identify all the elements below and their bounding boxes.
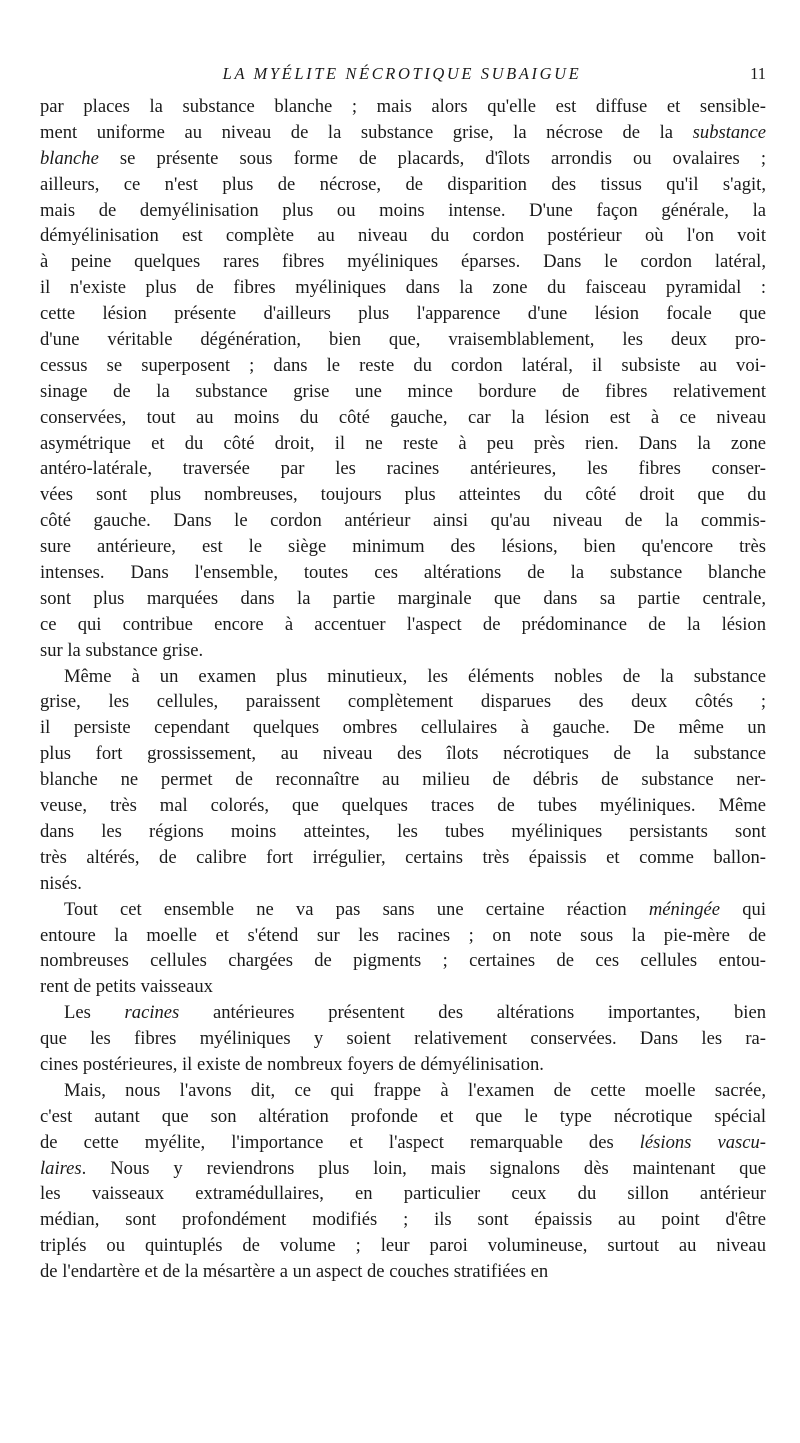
text-line: sinage de la substance grise une mince bordure de fibres relativement (40, 380, 766, 402)
text-line: ailleurs, ce n'est plus de nécrose, de disparition des tissus qu'il s'agit, (40, 173, 766, 195)
text-line: très altérés, de calibre fort irrégulier, certains très épaissis et comme ballon- (40, 846, 766, 868)
text-line: triplés ou quintuplés de volume ; leur paroi volumineuse, surtout au niveau (40, 1235, 766, 1257)
text-line: mais de demyélinisation plus ou moins intense. D'une façon générale, la (40, 199, 766, 221)
text-line: conservées, tout au moins du côté gauche, car la lésion est à ce niveau (40, 406, 766, 428)
italic-phrase: blanche (40, 147, 99, 169)
text-line: nisés. (40, 872, 82, 894)
text-line: cessus se superposent ; dans le reste du cordon latéral, il subsiste au voi- (40, 354, 766, 376)
body-text (40, 94, 766, 1285)
text-line: grise, les cellules, paraissent complètement disparues des deux côtés ; (40, 691, 766, 713)
text-line: ce qui contribue encore à accentuer l'aspect de prédominance de la lésion (40, 613, 766, 635)
text-line: de cette myélite, l'importance et l'aspect remarquable des lésions vascu- (40, 1131, 767, 1153)
text-line: il n'existe plus de fibres myéliniques dans la zone du faisceau pyramidal : (40, 277, 766, 299)
text-line: vées sont plus nombreuses, toujours plus atteintes du côté droit que du (40, 484, 766, 506)
text-line: par places la substance blanche ; mais alors qu'elle est diffuse et sensible- (40, 96, 766, 117)
text-line: Même à un examen plus minutieux, les éléments nobles de la substance (64, 665, 766, 687)
text-line: blanche se présente sous forme de placards, d'îlots arrondis ou ovalaires ; (40, 147, 766, 169)
text-line: sure antérieure, est le siège minimum des lésions, bien qu'encore très (40, 536, 766, 558)
text-line: Mais, nous l'avons dit, ce qui frappe à l'examen de cette moelle sacrée, (64, 1079, 766, 1101)
text-line: laires. Nous y reviendrons plus loin, mais signalons dès maintenant que (40, 1157, 766, 1179)
paragraph (40, 1000, 766, 1078)
paragraph (40, 1078, 766, 1285)
text-line: les vaisseaux extramédullaires, en particulier ceux du sillon antérieur (40, 1183, 766, 1205)
text-line: d'une véritable dégénération, bien que, vraisemblablement, les deux pro- (40, 329, 766, 351)
text-line: à peine quelques rares fibres myéliniques éparses. Dans le cordon latéral, (40, 251, 766, 273)
text-line: médian, sont profondément modifiés ; ils sont épaissis au point d'être (40, 1209, 766, 1231)
page-number: 11 (750, 64, 766, 83)
text-line: intenses. Dans l'ensemble, toutes ces altérations de la substance blanche (40, 562, 766, 584)
text-line: il persiste cependant quelques ombres cellulaires à gauche. De même un (40, 717, 766, 739)
text-line: Tout cet ensemble ne va pas sans une certaine réaction méningée qui (64, 898, 766, 920)
text-line: cette lésion présente d'ailleurs plus l'apparence d'une lésion focale que (40, 303, 766, 325)
paragraph (40, 664, 766, 897)
text-line: de l'endartère et de la mésartère a un aspect de couches stratifiées en (40, 1261, 549, 1283)
page-header (38, 64, 766, 92)
running-title: LA MYÉLITE NÉCROTIQUE SUBAIGUE (222, 64, 582, 83)
text-line: Les racines antérieures présentent des altérations importantes, bien (64, 1002, 766, 1024)
text-line: cines postérieures, il existe de nombreux foyers de démyélinisation. (40, 1053, 544, 1075)
paragraph (40, 94, 766, 664)
text-line: plus fort grossissement, au niveau des îlots nécrotiques de la substance (40, 743, 766, 765)
text-line: antéro-latérale, traversée par les racines antérieures, les fibres conser- (40, 458, 766, 480)
paragraph (40, 897, 766, 1001)
italic-phrase: substance (692, 121, 766, 143)
text-line: sur la substance grise. (40, 639, 204, 661)
italic-phrase: racines (124, 1002, 180, 1024)
italic-phrase: méningée (648, 898, 721, 920)
text-line: entoure la moelle et s'étend sur les racines ; on note sous la pie-mère de (40, 924, 766, 946)
italic-phrase: laires (40, 1157, 82, 1179)
text-line: que les fibres myéliniques y soient relativement conservées. Dans les ra- (40, 1028, 766, 1050)
text-line: côté gauche. Dans le cordon antérieur ainsi qu'au niveau de la commis- (40, 510, 766, 532)
text-line: démyélinisation est complète au niveau du cordon postérieur où l'on voit (40, 225, 766, 247)
text-line: c'est autant que son altération profonde et que le type nécrotique spécial (40, 1105, 766, 1127)
text-line: blanche ne permet de reconnaître au milieu de débris de substance ner- (40, 769, 766, 791)
italic-phrase: lésions vascu- (639, 1131, 767, 1153)
text-line: sont plus marquées dans la partie marginale que dans sa partie centrale, (40, 587, 766, 609)
text-line: ment uniforme au niveau de la substance grise, la nécrose de la substance (40, 121, 766, 143)
text-line: dans les régions moins atteintes, les tubes myéliniques persistants sont (40, 820, 766, 842)
text-line: asymétrique et du côté droit, il ne reste à peu près rien. Dans la zone (40, 432, 766, 454)
text-line: rent de petits vaisseaux (40, 976, 213, 998)
text-line: veuse, très mal colorés, que quelques traces de tubes myéliniques. Même (40, 795, 766, 817)
text-line: nombreuses cellules chargées de pigments ; certaines de ces cellules entou- (40, 950, 766, 972)
